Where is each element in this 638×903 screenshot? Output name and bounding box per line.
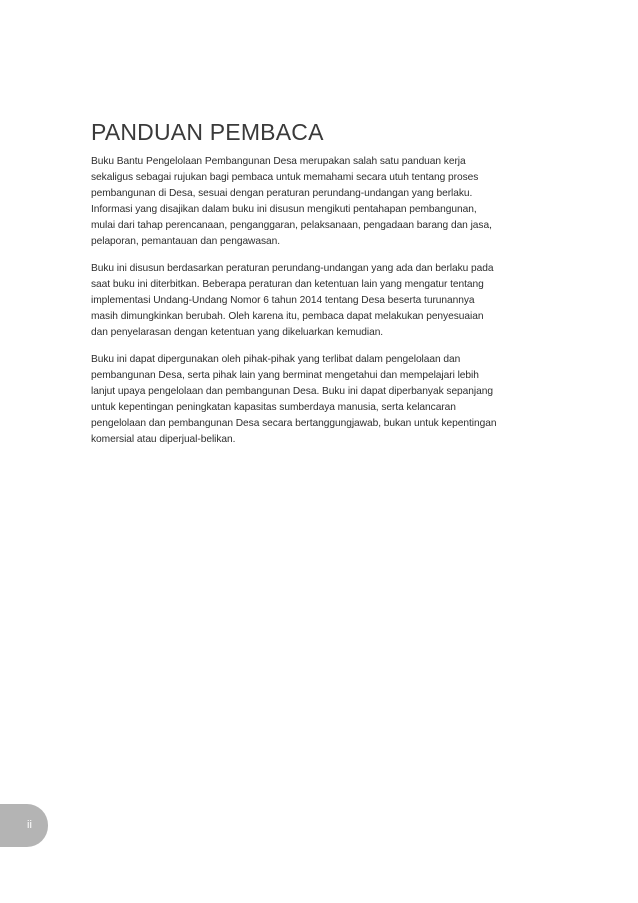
page-title: PANDUAN PEMBACA [91,119,324,145]
paragraph-line: Informasi yang disajikan dalam buku ini disusun mengikuti pentahapan pembangunan, [91,204,477,215]
paragraph-line: untuk kepentingan peningkatan kapasitas sumberdaya manusia, serta kelancaran [91,402,456,413]
paragraph-line: implementasi Undang-Undang Nomor 6 tahun 2014 tentang Desa beserta turunannya [91,295,475,306]
paragraph-line: mulai dari tahap perencanaan, penganggaran, pelaksanaan, pengadaan barang dan jasa, [91,220,492,231]
paragraph-line: Buku Bantu Pengelolaan Pembangunan Desa merupakan salah satu panduan kerja [91,156,466,167]
paragraph-line: pelaporan, pemantauan dan pengawasan. [91,236,281,247]
paragraph-line: Buku ini disusun berdasarkan peraturan perundang-undangan yang ada dan berlaku pada [91,263,494,274]
paragraph-line: saat buku ini diterbitkan. Beberapa peraturan dan ketentuan lain yang mengatur tentang [91,279,484,290]
paragraph-line: dan penyelarasan dengan ketentuan yang dikeluarkan kemudian. [91,327,384,338]
paragraph-intro [91,154,521,250]
paragraph-regulation [91,261,521,341]
paragraph-line: komersial atau diperjual-belikan. [91,434,236,445]
paragraph-line: pengelolaan dan pembangunan Desa secara bertanggungjawab, bukan untuk kepentingan [91,418,497,429]
body-text [91,154,521,459]
paragraph-line: pembangunan di Desa, sesuai dengan peraturan perundang-undangan yang berlaku. [91,188,473,199]
paragraph-line: pembangunan Desa, serta pihak lain yang berminat mengetahui dan mempelajari lebih [91,370,479,381]
page-number-tab [0,804,48,847]
page-number: ii [27,819,32,831]
paragraph-line: Buku ini dapat dipergunakan oleh pihak-pihak yang terlibat dalam pengelolaan dan [91,354,461,365]
paragraph-line: masih dimungkinkan berubah. Oleh karena itu, pembaca dapat melakukan penyesuaian [91,311,484,322]
paragraph-line: lanjut upaya pengelolaan dan pembangunan Desa. Buku ini dapat diperbanyak sepanjang [91,386,493,397]
paragraph-line: sekaligus sebagai rujukan bagi pembaca untuk memahami secara utuh tentang proses [91,172,479,183]
paragraph-usage [91,352,521,448]
